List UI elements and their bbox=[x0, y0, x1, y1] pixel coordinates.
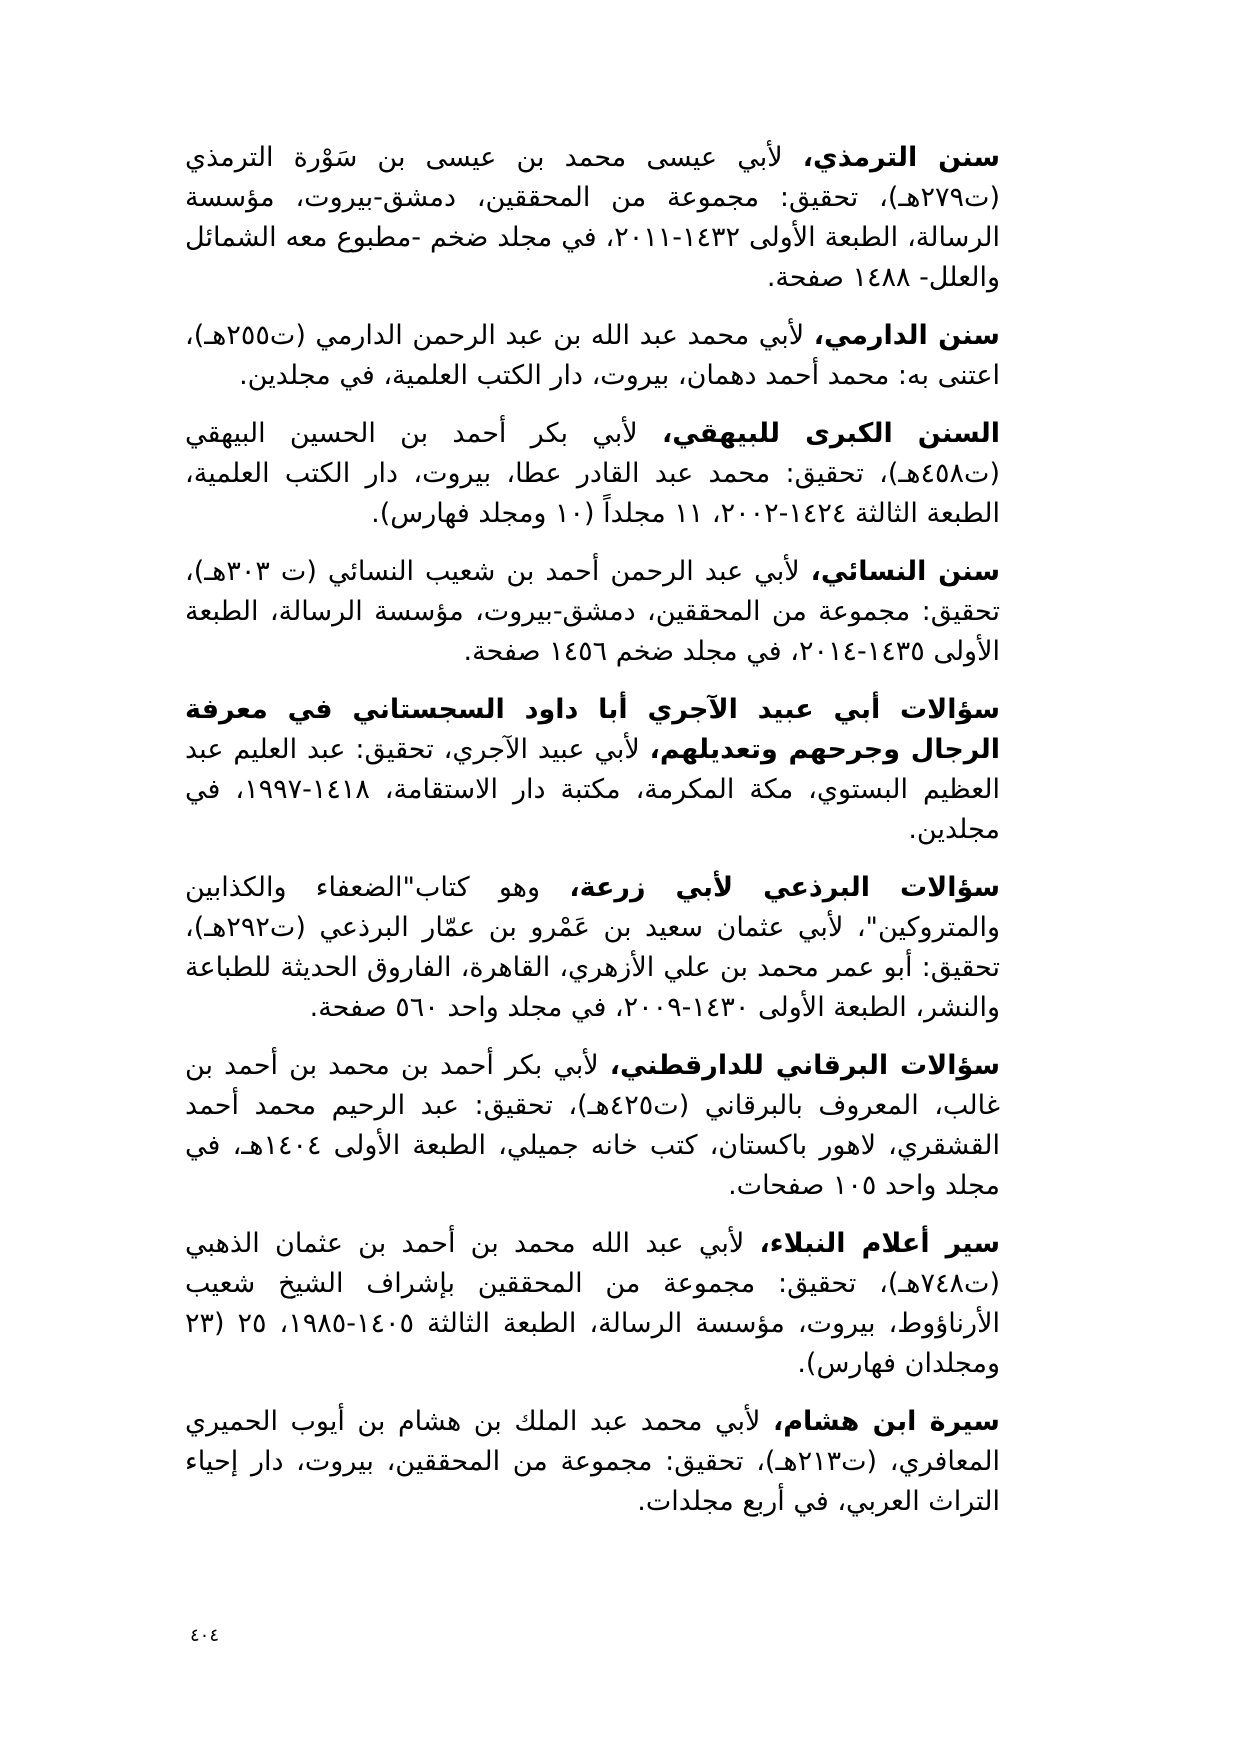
entry-title: سيرة ابن هشام، bbox=[772, 1406, 1000, 1437]
bibliography-entry bbox=[185, 316, 1000, 396]
entry-body: وهو كتاب"الضعفاء والكذابين والمتروكين"، لأبي عثمان سعيد بن عَمْرو بن عمّار البرذعي (ت٢٩٢هـ)، تحقيق: أبو عمر محمد بن علي الأزهري، القاهرة، الفاروق الحديثة للطباعة والنشر، الطبعة الأولى ١٤٣٠-٢٠٠٩، في مجلد واحد ٥٦٠ صفحة. bbox=[185, 872, 1000, 1023]
entry-title: سنن الدارمي، bbox=[813, 320, 1000, 351]
bibliography-entry bbox=[185, 414, 1000, 534]
bibliography-entry bbox=[185, 138, 1000, 298]
bibliography-list bbox=[185, 138, 1000, 1540]
entry-body: لأبي محمد عبد الملك بن هشام بن أيوب الحميري المعافري، (ت٢١٣هـ)، تحقيق: مجموعة من المحققين، بيروت، دار إحياء التراث العربي، في أربع مجلدات. bbox=[185, 1406, 1000, 1517]
entry-body: لأبي بكر أحمد بن محمد بن أحمد بن غالب، المعروف بالبرقاني (ت٤٢٥هـ)، تحقيق: عبد الرحيم محمد أحمد القشقري، لاهور باكستان، كتب خانه جميلي، الطبعة الأولى ١٤٠٤هـ، في مجلد واحد ١٠٥ صفحات. bbox=[185, 1050, 1001, 1201]
bibliography-entry bbox=[185, 868, 1000, 1028]
bibliography-entry bbox=[185, 1224, 1000, 1384]
page-number: ٤٠٤ bbox=[190, 1625, 220, 1646]
bibliography-entry bbox=[185, 552, 1000, 672]
entry-body: لأبي عبيد الآجري، تحقيق: عبد العليم عبد العظيم البستوي، مكة المكرمة، مكتبة دار الاستقامة، ١٤١٨-١٩٩٧، في مجلدين. bbox=[185, 734, 1000, 845]
bibliography-entry bbox=[185, 1046, 1000, 1206]
entry-title: سنن الترمذي، bbox=[802, 142, 1000, 173]
entry-title: سير أعلام النبلاء، bbox=[759, 1228, 1000, 1259]
bibliography-entry bbox=[185, 1402, 1000, 1522]
entry-title: سنن النسائي، bbox=[810, 556, 1001, 587]
entry-body: لأبي عبد الله محمد بن أحمد بن عثمان الذهبي (ت٧٤٨هـ)، تحقيق: مجموعة من المحققين بإشراف الشيخ شعيب الأرناؤوط، بيروت، مؤسسة الرسالة، الطبعة الثالثة ١٤٠٥-١٩٨٥، ٢٥ (٢٣ ومجلدان فهارس). bbox=[185, 1228, 1000, 1379]
entry-body: لأبي بكر أحمد بن الحسين البيهقي (ت٤٥٨هـ)، تحقيق: محمد عبد القادر عطا، بيروت، دار الكتب العلمية، الطبعة الثالثة ١٤٢٤-٢٠٠٢، ١١ مجلداً (١٠ ومجلد فهارس). bbox=[185, 418, 1000, 529]
entry-title: سؤالات البرذعي لأبي زرعة، bbox=[569, 872, 1001, 903]
entry-body: لأبي عيسى محمد بن عيسى بن سَوْرة الترمذي (ت٢٧٩هـ)، تحقيق: مجموعة من المحققين، دمشق-بيروت، مؤسسة الرسالة، الطبعة الأولى ١٤٣٢-٢٠١١، في مجلد ضخم -مطبوع معه الشمائل والعلل- ١٤٨٨ صفحة. bbox=[185, 142, 1000, 293]
entry-body: لأبي محمد عبد الله بن عبد الرحمن الدارمي (ت٢٥٥هـ)، اعتنى به: محمد أحمد دهمان، بيروت، دار الكتب العلمية، في مجلدين. bbox=[185, 320, 1000, 391]
entry-body: لأبي عبد الرحمن أحمد بن شعيب النسائي (ت ٣٠٣هـ)، تحقيق: مجموعة من المحققين، دمشق-بيروت، مؤسسة الرسالة، الطبعة الأولى ١٤٣٥-٢٠١٤، في مجلد ضخم ١٤٥٦ صفحة. bbox=[185, 556, 1000, 667]
entry-title: سؤالات البرقاني للدارقطني، bbox=[609, 1050, 1000, 1081]
bibliography-entry bbox=[185, 690, 1000, 850]
entry-title: سؤالات أبي عبيد الآجري أبا داود السجستاني في معرفة الرجال وجرحهم وتعديلهم، bbox=[185, 694, 1000, 765]
entry-title: السنن الكبرى للبيهقي، bbox=[661, 418, 1000, 449]
